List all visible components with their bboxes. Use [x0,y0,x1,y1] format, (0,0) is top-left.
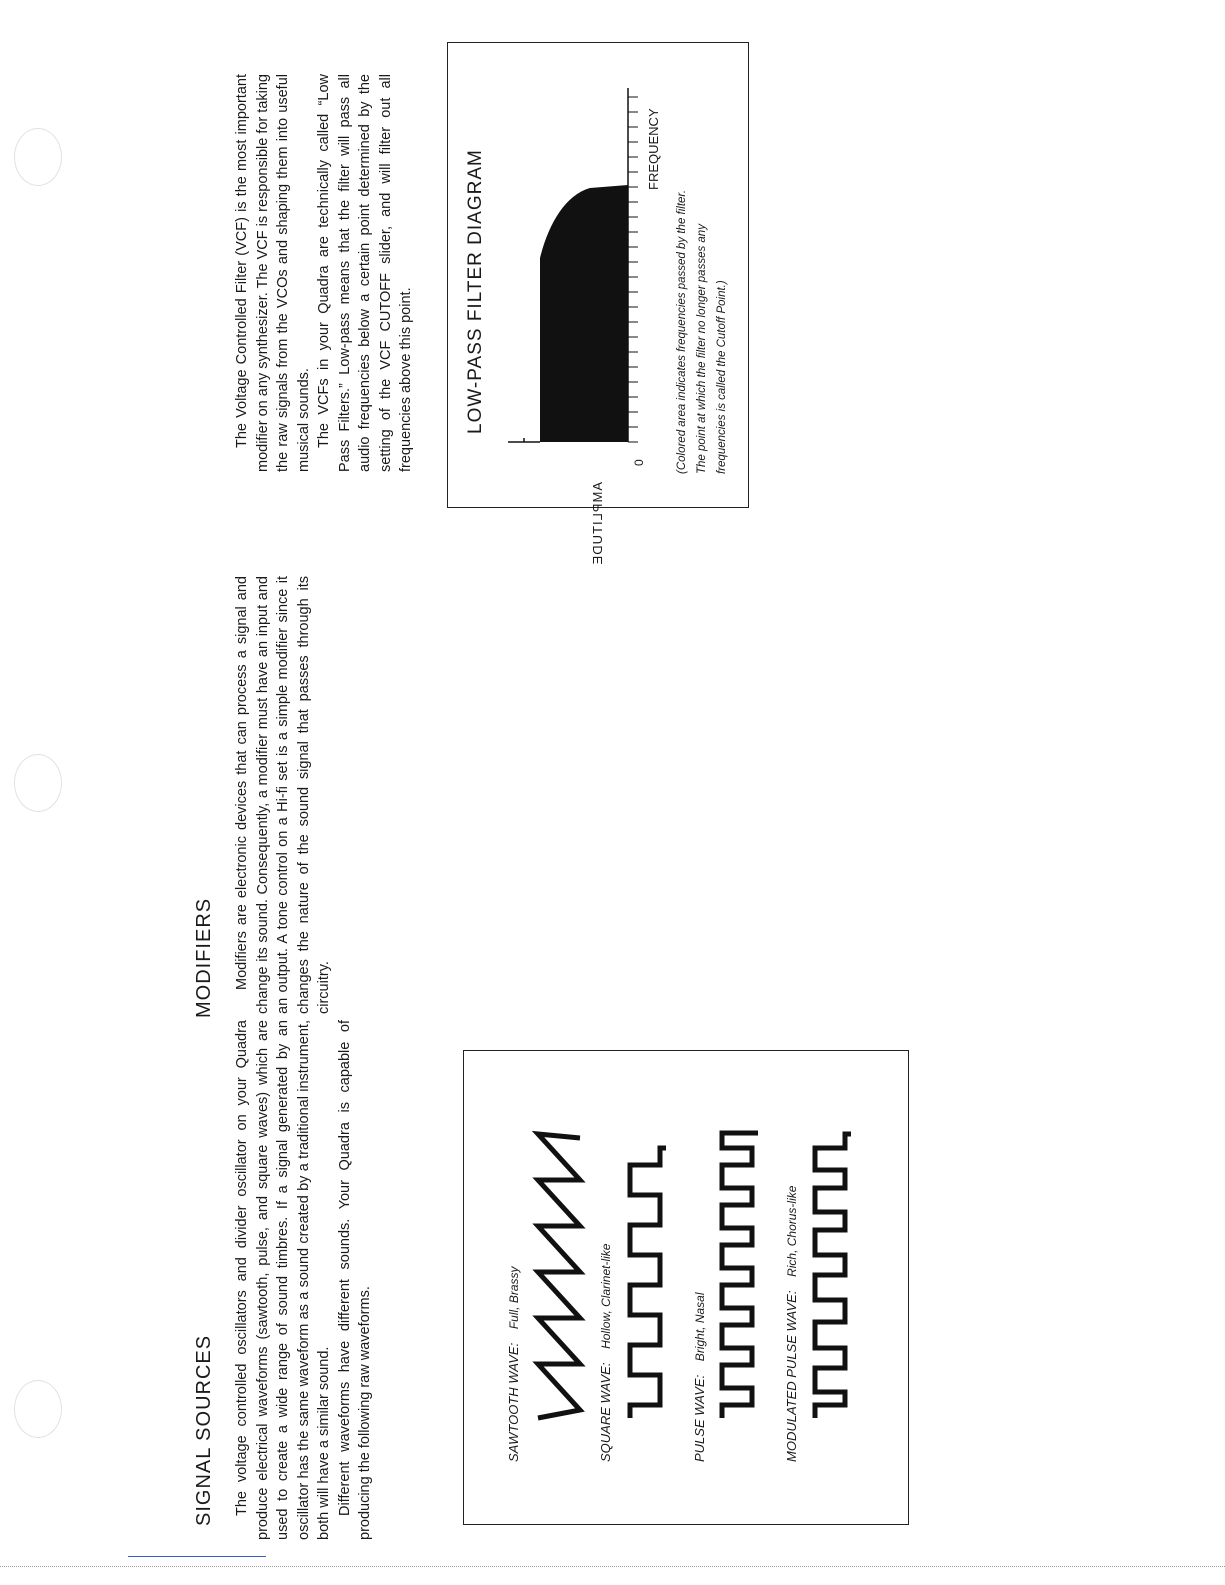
modulated-pulse-wave-name: MODULATED PULSE WAVE: [784,1290,799,1462]
square-wave-desc: Hollow, Clarinet-like [599,1243,613,1349]
scan-bottom-line [128,1556,266,1557]
sawtooth-wave-name: SAWTOOTH WAVE: [506,1342,521,1462]
sawtooth-wave-desc: Full, Brassy [507,1266,521,1330]
filter-caption-line-3: frequencies is called the Cutoff Point.) [716,280,728,474]
modifiers-paragraph-1: Modifiers are electronic devices that can process a signal and change its sound. Consequently, a modifier must have an input and an output. A tone control on a Hi-fi set is a simple modifier since it changes the nature of the sound signal that passes through its circuitry. [234,576,332,1014]
modifiers-heading: MODIFIERS [193,897,215,1018]
filter-caption-line-2: The point at which the filter no longer passes any [696,224,708,474]
signal-sources-paragraph-1: The voltage controlled oscillators and divider oscillator on your Quadra produce electrical waveforms (sawtooth, pulse, and square waves) which are used to create a wide range of sound timbres. If a signal generated by an oscillator has the same waveform as a sound created by a traditional instrument, both will have a similar sound. [234,1020,332,1540]
pulse-wave-name: PULSE WAVE: [692,1374,707,1462]
filter-frequency-ticks [628,97,638,442]
vcf-paragraph-1: The Voltage Controlled Filter (VCF) is the most important modifier on any synthesizer. The VCF is responsible for taking the raw signals from the VCOs and shaping them into useful musical sounds. [234,74,312,472]
filter-diagram-title: LOW-PASS FILTER DIAGRAM [465,149,486,434]
filter-caption-line-1: (Colored area indicates frequencies passed by the filter. [676,189,688,474]
pulse-wave-desc: Bright, Nasal [693,1292,707,1362]
vcf-paragraph-2: The VCFs in your Quadra are technically called “Low Pass Filters.” Low-pass means that the filter will pass all audio frequencies below a certain point determined by the setting of the VCF CUTOFF slider, and will filter out all frequencies above this point. [316,74,414,472]
modulated-pulse-wave-desc: Rich, Chorus-like [785,1185,799,1277]
filter-passband-area [540,185,628,442]
signal-sources-paragraph-2: Different waveforms have different sounds. Your Quadra is capable of producing the following raw waveforms. [336,1020,373,1540]
square-wave-name: SQUARE WAVE: [598,1362,613,1462]
scan-bottom-border [0,1566,1225,1568]
filter-origin-label: 0 [632,459,646,466]
filter-amplitude-label: AMPLITUDE [590,482,605,566]
filter-frequency-label: FREQUENCY [646,108,661,190]
filter-caption [672,54,732,474]
signal-sources-heading: SIGNAL SOURCES [193,1334,215,1526]
